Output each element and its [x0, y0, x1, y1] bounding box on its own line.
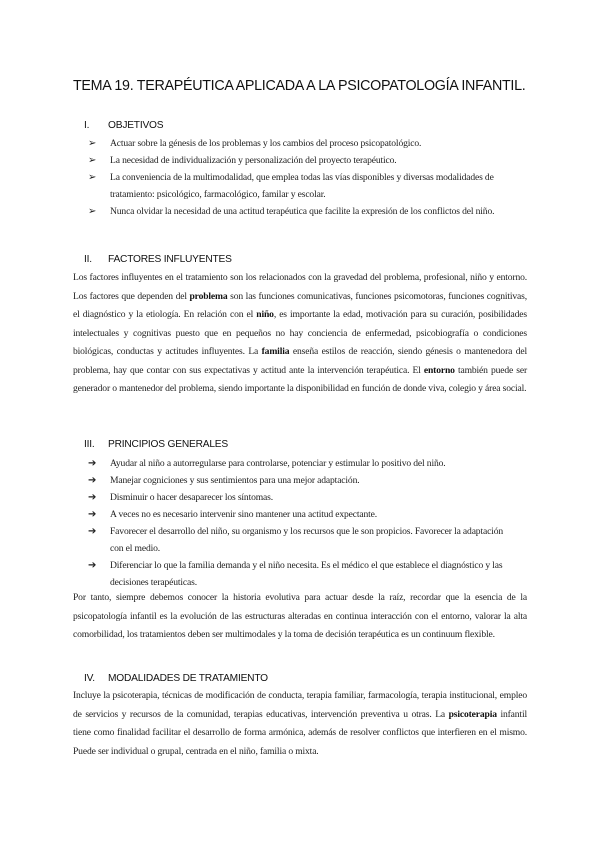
text-run: Los factores influyentes en el tratamiento son los relacionados con la gravedad del problema, profesional, niño y entorno. Los factores que dependen del	[73, 272, 527, 302]
list-item: ➔ Favorecer el desarrollo del niño, su organismo y los recursos que le son propicios. Favorecer la adaptación con el medio.	[88, 523, 508, 557]
text-run: enseña estilos de reacción, siendo génesis o mantenedora del problema, hay que contar con sus expectativas y actitud ante la intervención terapéutica. El	[73, 346, 527, 376]
list-item: ➔ Manejar cogniciones y sus sentimientos para una mejor adaptación.	[88, 472, 508, 489]
list-item: ➢ Nunca olvidar la necesidad de una actitud terapéutica que facilite la expresión de los conflictos del niño.	[88, 203, 508, 220]
section-heading-factores	[84, 254, 232, 265]
factores-paragraph	[73, 269, 527, 399]
arrow-bullet-icon: ➔	[88, 458, 97, 469]
text-run: también puede ser generador o mantenedor del problema, siendo importante la disponibilidad en función de donde viva, colegio y área social.	[73, 364, 527, 394]
section-heading-modalidades	[84, 673, 268, 684]
list-item: ➢ La necesidad de individualización y personalización del proyecto terapéutico.	[88, 152, 508, 169]
arrowhead-bullet-icon: ➢	[88, 206, 97, 217]
arrowhead-bullet-icon: ➢	[88, 172, 97, 183]
section-heading-principios	[84, 439, 228, 450]
bold-term: familia	[261, 346, 290, 357]
section-heading-objetivos	[84, 120, 163, 131]
arrow-bullet-icon: ➔	[88, 560, 97, 571]
list-item: ➔ A veces no es necesario intervenir sino mantener una actitud expectante.	[88, 506, 508, 523]
modalidades-paragraph	[73, 687, 527, 761]
list-item: ➢ Actuar sobre la génesis de los problemas y los cambios del proceso psicopatológico.	[88, 135, 508, 152]
arrow-bullet-icon: ➔	[88, 492, 97, 503]
bold-term: niño	[256, 309, 274, 320]
list-item: ➔ Ayudar al niño a autorregularse para controlarse, potenciar y estimular lo positivo del niño.	[88, 455, 508, 472]
section-title: FACTORES INFLUYENTES	[108, 254, 232, 265]
arrowhead-bullet-icon: ➢	[88, 138, 97, 149]
section-number: III.	[84, 439, 95, 450]
list-item: ➔ Diferenciar lo que la familia demanda y el niño necesita. Es el médico el que establece el diagnóstico y las decisiones terapéuticas.	[88, 557, 508, 591]
text-run: , es importante la edad, motivación para su curación, posibilidades intelectuales y cognitivas puesto que en pequeños no hay conciencia de enfermedad, psicobiografía o condiciones biológicas, conductas y actitudes influyentes. La	[73, 309, 527, 357]
arrowhead-bullet-icon: ➢	[88, 155, 97, 166]
bold-term: problema	[189, 290, 228, 302]
section-number: IV.	[84, 673, 95, 684]
list-item: ➔ Disminuir o hacer desaparecer los síntomas.	[88, 489, 508, 506]
section-number: II.	[84, 254, 92, 265]
arrow-bullet-icon: ➔	[88, 526, 97, 537]
principios-closing-paragraph: Por tanto, siempre debemos conocer la historia evolutiva para actuar desde la raíz, recordar que la esencia de la psicopatología infantil es la evolución de las estructuras alteradas en continua interacción con el entorno, valorar la alta comorbilidad, los tratamientos deben ser multimodales y la toma de decisión terapéutica es un continuum flexible.	[73, 592, 527, 640]
arrow-bullet-icon: ➔	[88, 475, 97, 486]
arrow-bullet-icon: ➔	[88, 509, 97, 520]
section-title: MODALIDADES DE TRATAMIENTO	[108, 673, 268, 684]
text-run: son las funciones comunicativas, funciones psicomotoras, funciones cognitivas, el diagnóstico y la etiología. En relación con el	[73, 290, 527, 320]
text-run: Incluye la psicoterapia, técnicas de modificación de conducta, terapia familiar, farmacología, terapia institucional, empleo de servicios y recursos de la comunidad, terapias educativas, intervención preventiva u otras. La	[73, 690, 527, 720]
section-number: I.	[84, 120, 90, 131]
section-title: OBJETIVOS	[108, 120, 164, 131]
objetivos-list	[88, 135, 508, 220]
page-title: TEMA 19. TERAPÉUTICA APLICADA A LA PSICOPATOLOGÍA INFANTIL.	[73, 78, 526, 94]
list-item: ➢ La conveniencia de la multimodalidad, que emplea todas las vías disponibles y diversas modalidades de tratamiento: psicológico, farmacológico, familar y escolar.	[88, 169, 508, 203]
bold-term: psicoterapia	[448, 708, 497, 720]
principios-list	[88, 455, 508, 591]
bold-term: entorno	[423, 364, 455, 376]
section-title: PRINCIPIOS GENERALES	[108, 439, 228, 450]
text-run: infantil tiene como finalidad facilitar el desarrollo de forma armónica, además de resolver conflictos que interfieren en el mismo. Puede ser individual o grupal, centrada en el niño, familia o mixta.	[73, 708, 527, 757]
